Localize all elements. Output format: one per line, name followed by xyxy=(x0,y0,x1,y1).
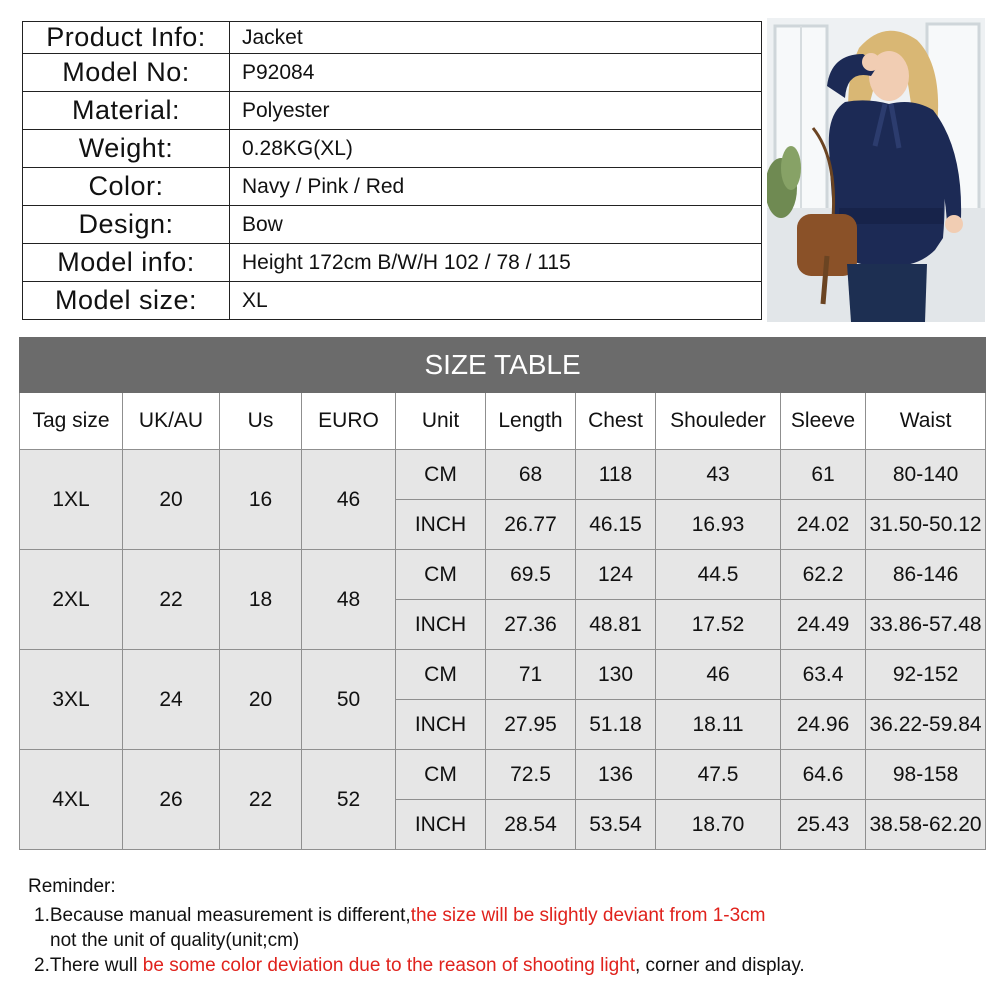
info-label: Design: xyxy=(23,206,230,244)
info-label: Model size: xyxy=(23,282,230,320)
measure-cell-cm: 69.5 xyxy=(486,550,576,600)
us-cell: 16 xyxy=(220,450,302,550)
tag-size-cell: 4XL xyxy=(20,750,123,850)
measure-cell-cm: 130 xyxy=(576,650,656,700)
info-value: P92084 xyxy=(230,54,762,92)
size-row-cm xyxy=(20,650,986,700)
measure-cell-inch: 53.54 xyxy=(576,800,656,850)
measure-cell-cm: CM xyxy=(396,450,486,500)
info-label: Color: xyxy=(23,168,230,206)
measure-cell-cm: 62.2 xyxy=(781,550,866,600)
size-header-cell: Tag size xyxy=(20,393,123,450)
info-value: Navy / Pink / Red xyxy=(230,168,762,206)
tag-size-cell: 2XL xyxy=(20,550,123,650)
measure-cell-inch: 48.81 xyxy=(576,600,656,650)
us-cell: 22 xyxy=(220,750,302,850)
measure-cell-inch: 18.11 xyxy=(656,700,781,750)
reminder-text: 1.Because manual measurement is different, xyxy=(34,905,411,926)
measure-cell-inch: 17.52 xyxy=(656,600,781,650)
measure-cell-cm: 61 xyxy=(781,450,866,500)
product-info-table xyxy=(22,21,762,320)
reminder-highlight: the size will be slightly deviant from 1-3cm xyxy=(410,905,766,926)
size-header-cell: Length xyxy=(486,393,576,450)
info-row xyxy=(23,206,762,244)
measure-cell-inch: 25.43 xyxy=(781,800,866,850)
size-row-cm xyxy=(20,450,986,500)
size-header-cell: Sleeve xyxy=(781,393,866,450)
measure-cell-cm: CM xyxy=(396,750,486,800)
measure-cell-cm: 46 xyxy=(656,650,781,700)
measure-cell-inch: 31.50-50.12 xyxy=(866,500,986,550)
measure-cell-inch: INCH xyxy=(396,600,486,650)
measure-cell-cm: 72.5 xyxy=(486,750,576,800)
info-row xyxy=(23,92,762,130)
euro-cell: 50 xyxy=(302,650,396,750)
info-value: 0.28KG(XL) xyxy=(230,130,762,168)
measure-cell-inch: 18.70 xyxy=(656,800,781,850)
size-row-cm xyxy=(20,750,986,800)
info-label: Weight: xyxy=(23,130,230,168)
measure-cell-inch: 24.96 xyxy=(781,700,866,750)
reminder-line-1 xyxy=(28,903,805,928)
measure-cell-inch: 36.22-59.84 xyxy=(866,700,986,750)
size-header-cell: Us xyxy=(220,393,302,450)
tag-size-cell: 1XL xyxy=(20,450,123,550)
info-value: Polyester xyxy=(230,92,762,130)
euro-cell: 48 xyxy=(302,550,396,650)
measure-cell-cm: 136 xyxy=(576,750,656,800)
size-header-cell: Unit xyxy=(396,393,486,450)
model-photo xyxy=(767,18,985,322)
reminder-line-1b: not the unit of quality(unit;cm) xyxy=(50,930,300,951)
measure-cell-inch: 51.18 xyxy=(576,700,656,750)
measure-cell-cm: 44.5 xyxy=(656,550,781,600)
measure-cell-inch: 33.86-57.48 xyxy=(866,600,986,650)
us-cell: 18 xyxy=(220,550,302,650)
model-photo-illustration xyxy=(767,18,985,322)
size-table-title: SIZE TABLE xyxy=(20,338,986,393)
measure-cell-cm: 63.4 xyxy=(781,650,866,700)
measure-cell-cm: 68 xyxy=(486,450,576,500)
info-value: XL xyxy=(230,282,762,320)
measure-cell-cm: 124 xyxy=(576,550,656,600)
measure-cell-cm: CM xyxy=(396,650,486,700)
uk-au-cell: 20 xyxy=(123,450,220,550)
reminder-highlight: be some color deviation due to the reason of shooting light xyxy=(142,955,635,976)
size-header-cell: Shouleder xyxy=(656,393,781,450)
measure-cell-cm: 118 xyxy=(576,450,656,500)
info-label: Model info: xyxy=(23,244,230,282)
reminder-line-2 xyxy=(28,953,805,978)
info-label: Product Info: xyxy=(23,22,230,54)
measure-cell-inch: 27.36 xyxy=(486,600,576,650)
measure-cell-inch: INCH xyxy=(396,800,486,850)
size-header-row xyxy=(20,393,986,450)
measure-cell-inch: INCH xyxy=(396,500,486,550)
info-row xyxy=(23,244,762,282)
measure-cell-inch: 27.95 xyxy=(486,700,576,750)
info-value: Height 172cm B/W/H 102 / 78 / 115 xyxy=(230,244,762,282)
measure-cell-cm: CM xyxy=(396,550,486,600)
size-header-cell: Waist xyxy=(866,393,986,450)
measure-cell-inch: 38.58-62.20 xyxy=(866,800,986,850)
size-header-cell: UK/AU xyxy=(123,393,220,450)
measure-cell-cm: 64.6 xyxy=(781,750,866,800)
size-header-cell: Chest xyxy=(576,393,656,450)
measure-cell-cm: 98-158 xyxy=(866,750,986,800)
euro-cell: 52 xyxy=(302,750,396,850)
measure-cell-cm: 47.5 xyxy=(656,750,781,800)
measure-cell-cm: 92-152 xyxy=(866,650,986,700)
measure-cell-cm: 80-140 xyxy=(866,450,986,500)
measure-cell-inch: 26.77 xyxy=(486,500,576,550)
info-row xyxy=(23,22,762,54)
measure-cell-inch: 24.49 xyxy=(781,600,866,650)
reminder-text: 2.There wull xyxy=(34,955,143,976)
measure-cell-inch: INCH xyxy=(396,700,486,750)
info-row xyxy=(23,54,762,92)
uk-au-cell: 24 xyxy=(123,650,220,750)
measure-cell-inch: 24.02 xyxy=(781,500,866,550)
reminder xyxy=(28,874,805,978)
info-row xyxy=(23,130,762,168)
measure-cell-cm: 43 xyxy=(656,450,781,500)
reminder-title: Reminder: xyxy=(28,876,116,897)
tag-size-cell: 3XL xyxy=(20,650,123,750)
us-cell: 20 xyxy=(220,650,302,750)
size-table xyxy=(19,337,986,850)
size-row-cm xyxy=(20,550,986,600)
measure-cell-cm: 86-146 xyxy=(866,550,986,600)
reminder-text: , corner and display. xyxy=(635,955,805,976)
size-header-cell: EURO xyxy=(302,393,396,450)
info-row xyxy=(23,168,762,206)
euro-cell: 46 xyxy=(302,450,396,550)
info-label: Material: xyxy=(23,92,230,130)
measure-cell-cm: 71 xyxy=(486,650,576,700)
info-value: Bow xyxy=(230,206,762,244)
measure-cell-inch: 28.54 xyxy=(486,800,576,850)
uk-au-cell: 22 xyxy=(123,550,220,650)
uk-au-cell: 26 xyxy=(123,750,220,850)
info-value: Jacket xyxy=(230,22,762,54)
measure-cell-inch: 46.15 xyxy=(576,500,656,550)
measure-cell-inch: 16.93 xyxy=(656,500,781,550)
info-row xyxy=(23,282,762,320)
info-label: Model No: xyxy=(23,54,230,92)
